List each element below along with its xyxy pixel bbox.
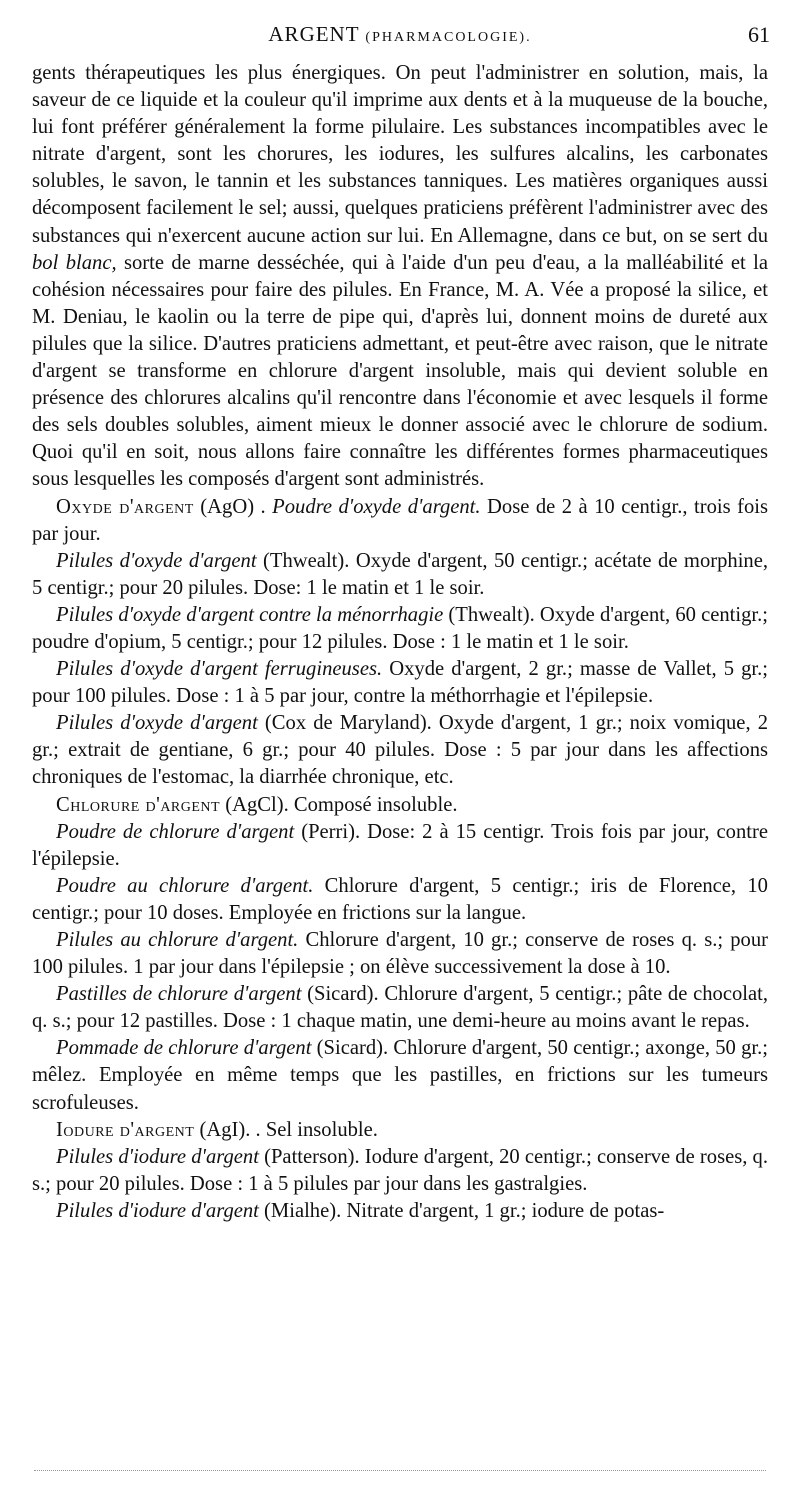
section-heading: Iodure d'argent: [56, 1118, 195, 1141]
paragraph-text: (Patterson). Iodure d'argent, 20 centigr.; conserve de roses, q. s.; pour 20 pilules. Dose : 1 à 5 pilules par jour dans les gastralgies.: [32, 1145, 769, 1195]
section-heading: Oxyde d'argent: [56, 495, 194, 518]
paragraph: [32, 1198, 768, 1225]
paragraph: [32, 494, 768, 548]
italic-text: Pilules d'oxyde d'argent: [56, 549, 257, 572]
paragraph: [32, 1035, 768, 1116]
paragraph-text: Chlorure d'argent, 5 centigr.; iris de Florence, 10 centigr.; pour 10 doses. Employée en frictions sur la langue.: [32, 874, 768, 924]
body-text: [32, 60, 768, 1225]
italic-text: bol blanc,: [32, 251, 117, 274]
paragraph: [32, 1117, 768, 1144]
paragraph-text: (Sicard). Chlorure d'argent, 50 centigr.; axonge, 50 gr.; mêlez. Employée en même temps que les pastilles, en frictions sur les tumeurs scrofuleuses.: [32, 1037, 768, 1114]
footer-rule: [34, 1470, 766, 1471]
paragraph-text: Oxyde d'argent, 2 gr.; masse de Vallet, 5 gr.; pour 100 pilules. Dose : 1 à 5 par jour, contre la méthorrhagie et l'épilepsie.: [32, 658, 768, 708]
paragraph-text: Chlorure d'argent, 10 gr.; conserve de roses q. s.; pour 100 pilules. 1 par jour dans l'épilepsie ; on élève successivement la dose à 10.: [32, 929, 769, 979]
paragraph-text: (Cox de Maryland). Oxyde d'argent, 1 gr.; noix vomique, 2 gr.; extrait de gentiane, 6 gr.; pour 40 pilules. Dose : 5 par jour dans les affections chroniques de l'estomac, la diarrhée chronique, etc.: [32, 712, 768, 789]
paragraph-text: sorte de marne desséchée, qui à l'aide d'un peu d'eau, a la malléabilité et la cohésion nécessaires pour faire des pilules. En France, M. A. Vée a proposé la silice, et M. Deniau, le kaolin ou la terre de pipe qui, d'après lui, donnent moins de dureté aux pilules que la silice. D'autres praticiens admettant, et peut-être avec raison, que le nitrate d'argent se transforme en chlorure d'argent insoluble, mais qui devient soluble en présence des chlorures alcalins qu'il rencontre dans l'économie et avec lesquels il forme des sels doubles solubles, aiment mieux le donner associé avec le chlorure de sodium. Quoi qu'il en soit, nous allons faire connaître les différentes formes pharmaceutiques sous lesquelles les composés d'argent sont administrés.: [32, 251, 768, 491]
paragraph-text: (Thwealt). Oxyde d'argent, 60 centigr.; poudre d'opium, 5 centigr.; pour 12 pilules. Dose : 1 le matin et 1 le soir.: [32, 603, 768, 653]
paragraph: [32, 548, 768, 602]
paragraph-text: (Mialhe). Nitrate d'argent, 1 gr.; iodure de potas-: [258, 1199, 665, 1222]
paragraph: [32, 981, 768, 1035]
paragraph: [32, 927, 768, 981]
paragraph-text: (Sicard). Chlorure d'argent, 5 centigr.; pâte de chocolat, q. s.; pour 12 pastilles. Dose : 1 chaque matin, une demi-heure au moins avant le repas.: [32, 983, 768, 1033]
italic-text: Pilules au chlorure d'argent.: [56, 929, 299, 951]
paragraph: [32, 602, 768, 656]
paragraph: [32, 60, 768, 494]
italic-text: Poudre d'oxyde d'argent.: [272, 495, 481, 518]
italic-text: Pastilles de chlorure d'argent: [56, 983, 302, 1006]
paragraph: [32, 710, 768, 791]
paragraph-text: (AgO) .: [193, 495, 273, 518]
running-title: [30, 22, 770, 47]
italic-text: Pilules d'iodure d'argent: [56, 1145, 259, 1168]
italic-text: Poudre au chlorure d'argent.: [56, 874, 314, 897]
paragraph: [32, 656, 768, 710]
running-title-main: ARGENT: [268, 22, 360, 46]
paragraph-text: gents thérapeutiques les plus énergiques. On peut l'administrer en solution, mais, la saveur de ce liquide et la couleur qu'il imprime aux dents et à la muqueuse de la bouche, lui font préférer généralement la forme pilulaire. Les substances incompatibles avec le nitrate d'argent, sont les chorures, les iodures, les sulfures alcalins, les carbonates solubles, le savon, le tannin et les substances tanniques. Les matières organiques aussi décomposent facilement le sel; aussi, quelques praticiens préfèrent l'administrer avec des substances qui n'exercent aucune action sur lui. En Allemagne, dans ce but, on se sert du: [32, 62, 768, 247]
paragraph-text: (Perri). Dose: 2 à 15 centigr. Trois fois par jour, contre l'épilepsie.: [32, 820, 768, 870]
paragraph-text: (AgCl). Composé insoluble.: [220, 793, 458, 816]
page-number: 61: [748, 22, 770, 47]
paragraph-text: (AgI). . Sel insoluble.: [194, 1118, 378, 1141]
paragraph: [32, 1144, 768, 1198]
italic-text: Pilules d'oxyde d'argent ferrugineuses.: [56, 658, 383, 681]
italic-text: Poudre de chlorure d'argent: [56, 820, 295, 843]
running-title-subtitle: (PHARMACOLOGIE).: [365, 30, 532, 45]
paragraph-text: (Thwealt). Oxyde d'argent, 50 centigr.; acétate de morphine, 5 centigr.; pour 20 pilules. Dose: 1 le matin et 1 le soir.: [32, 549, 769, 599]
paragraph-text: Dose de 2 à 10 centigr., trois fois par jour.: [32, 495, 768, 545]
italic-text: Pilules d'oxyde d'argent: [56, 712, 258, 735]
italic-text: Pilules d'oxyde d'argent contre la ménorrhagie: [56, 603, 444, 626]
page-header: [30, 22, 770, 54]
paragraph: [32, 873, 768, 927]
paragraph: [32, 819, 768, 873]
section-heading: Chlorure d'argent: [56, 793, 221, 816]
italic-text: Pilules d'iodure d'argent: [56, 1199, 259, 1222]
italic-text: Pommade de chlorure d'argent: [56, 1037, 312, 1060]
paragraph: [32, 792, 768, 819]
